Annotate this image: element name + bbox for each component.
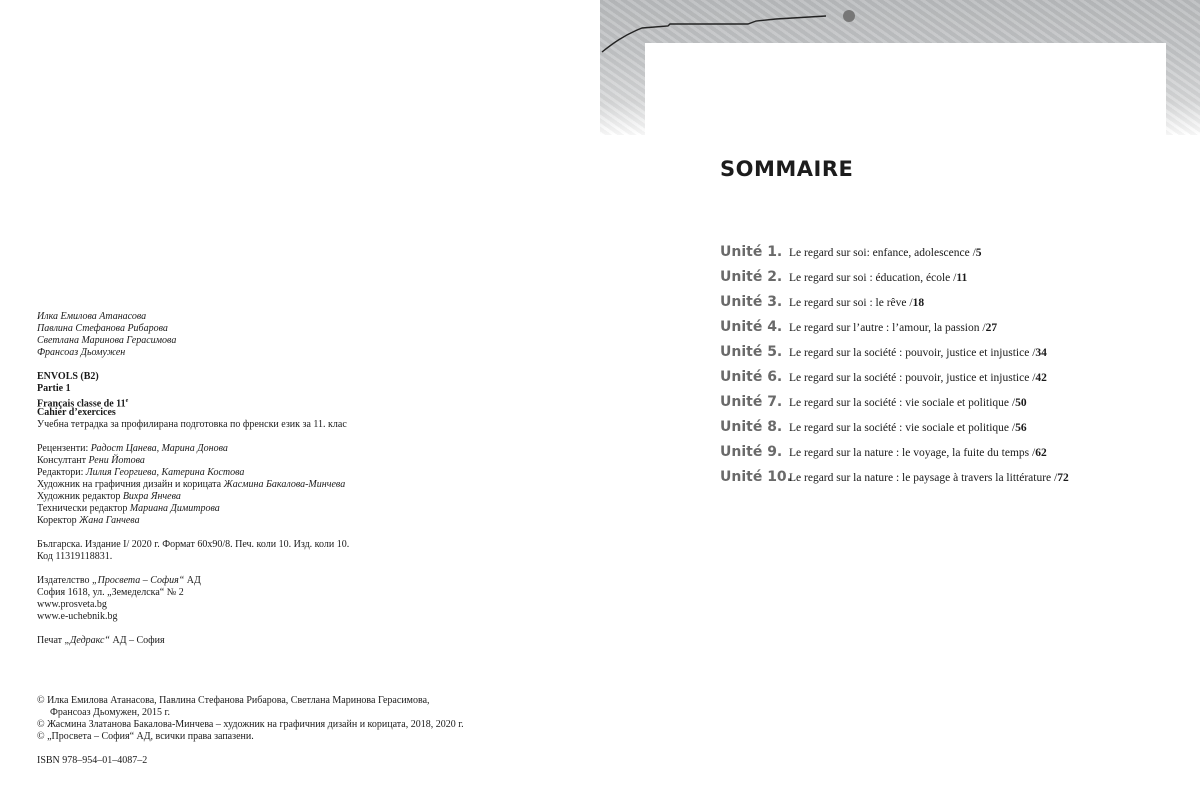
toc-entry[interactable]: [720, 319, 1069, 344]
toc-entry[interactable]: [720, 244, 1069, 269]
toc-entry[interactable]: [720, 419, 1069, 444]
credit-line: Художник редактор Вихра Янчева: [37, 491, 181, 502]
credit-line: Коректор Жана Ганчева: [37, 515, 140, 526]
unit-title: Le regard sur soi : éducation, école /: [789, 272, 957, 284]
unit-title: Le regard sur l’autre : l’amour, la passion /: [789, 322, 986, 334]
unit-label: Unité 2.: [720, 269, 783, 285]
unit-title: Le regard sur la nature : le paysage à travers la littérature /: [789, 472, 1058, 484]
unit-label: Unité 1.: [720, 244, 783, 260]
author: Павлина Стефанова Рибарова: [37, 323, 168, 334]
copyright-line: © Жасмина Златанова Бакалова-Минчева – художник на графичния дизайн и корицата, 2018, 2020 г.: [37, 719, 464, 730]
page-number: 72: [1057, 472, 1069, 484]
imprint-page: [37, 311, 464, 767]
table-of-contents: [720, 244, 1069, 494]
page-number: 56: [1015, 422, 1027, 434]
author: Илка Емилова Атанасова: [37, 311, 147, 322]
decorative-line-icon: [600, 0, 1200, 60]
unit-label: Unité 5.: [720, 344, 783, 360]
book-part: Partie 1: [37, 383, 71, 394]
page-number: 34: [1035, 347, 1047, 359]
book-class: Français classe de 11e: [37, 398, 129, 410]
unit-title: Le regard sur la société : pouvoir, justice et injustice /: [789, 347, 1036, 359]
credit-line: Консултант Рени Йотова: [37, 455, 145, 466]
website: www.e-uchebnik.bg: [37, 611, 118, 622]
unit-label: Unité 8.: [720, 419, 783, 435]
credit-line: Художник на графичния дизайн и корицата Жасмина Бакалова-Минчева: [37, 479, 346, 490]
unit-label: Unité 7.: [720, 394, 783, 410]
unit-label: Unité 9.: [720, 444, 783, 460]
printer: Печат „Дедракс“ АД – София: [37, 635, 165, 646]
toc-entry[interactable]: [720, 369, 1069, 394]
book-subtitle: Учебна тетрадка за профилирана подготовка по френски език за 11. клас: [37, 419, 347, 430]
unit-title: Le regard sur la nature : le voyage, la fuite du temps /: [789, 447, 1036, 459]
credit-line: Редактори: Лилия Георгиева, Катерина Костова: [37, 467, 245, 478]
publisher: Издателство „Просвета – София“ АД: [37, 575, 201, 586]
toc-entry[interactable]: [720, 269, 1069, 294]
page-number: 5: [975, 247, 982, 259]
page-number: 62: [1035, 447, 1047, 459]
toc-entry[interactable]: [720, 469, 1069, 494]
unit-label: Unité 6.: [720, 369, 783, 385]
book-title: ENVOLS (B2): [37, 371, 99, 382]
credit-line: Технически редактор Мариана Димитрова: [37, 503, 220, 514]
toc-entry[interactable]: [720, 444, 1069, 469]
unit-title: Le regard sur soi : le rêve /: [789, 297, 913, 309]
unit-label: Unité 10.: [720, 469, 792, 485]
book-type: Cahier d’exercices: [37, 407, 116, 418]
unit-title: Le regard sur la société : vie sociale et politique /: [789, 422, 1016, 434]
author: Светлана Маринова Герасимова: [37, 335, 177, 346]
page-number: 27: [985, 322, 998, 334]
page-number: 11: [956, 272, 968, 284]
edition-line: Българска. Издание I/ 2020 г. Формат 60х90/8. Печ. коли 10. Изд. коли 10.: [37, 539, 350, 550]
isbn: ISBN 978–954–01–4087–2: [37, 755, 148, 766]
unit-label: Unité 3.: [720, 294, 783, 310]
unit-title: Le regard sur la société : pouvoir, justice et injustice /: [789, 372, 1036, 384]
toc-entry[interactable]: [720, 294, 1069, 319]
unit-title: Le regard sur soi: enfance, adolescence /: [789, 247, 976, 259]
copyright-line: Франсоаз Дьомужен, 2015 г.: [50, 707, 170, 718]
edition-code: Код 11319118831.: [37, 551, 113, 562]
credit-line: Рецензенти: Радост Цанева, Марина Донова: [37, 443, 228, 454]
copyright-line: © „Просвета – София“ АД, всички права запазени.: [37, 731, 254, 742]
website: www.prosveta.bg: [37, 599, 107, 610]
copyright-line: © Илка Емилова Атанасова, Павлина Стефанова Рибарова, Светлана Маринова Герасимова,: [37, 695, 430, 706]
author: Франсоаз Дьомужен: [37, 347, 126, 358]
address: София 1618, ул. „Земеделска“ № 2: [37, 587, 184, 598]
page-number: 50: [1015, 397, 1027, 409]
unit-label: Unité 4.: [720, 319, 783, 335]
toc-entry[interactable]: [720, 344, 1069, 369]
page-title: SOMMAIRE: [720, 157, 854, 181]
unit-title: Le regard sur la société : vie sociale et politique /: [789, 397, 1016, 409]
page-number: 42: [1035, 372, 1047, 384]
page-number: 18: [912, 297, 925, 309]
toc-entry[interactable]: [720, 394, 1069, 419]
